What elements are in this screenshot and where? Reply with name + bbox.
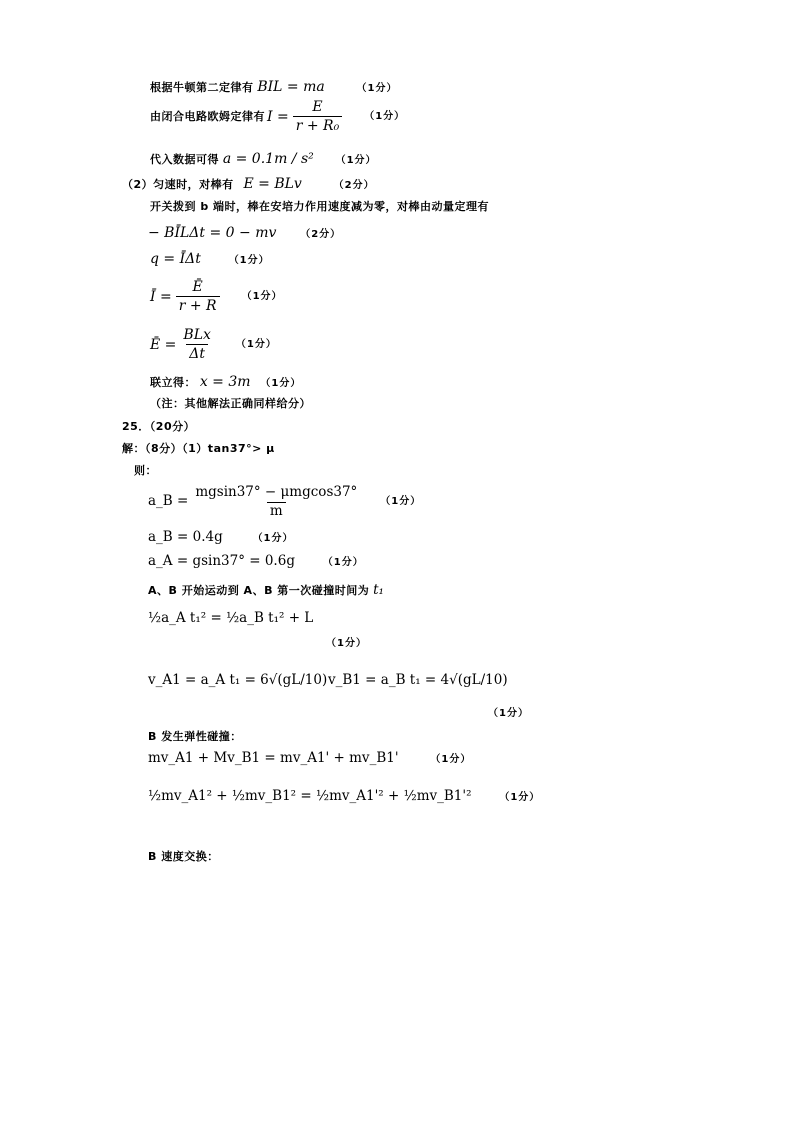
points: （1分） — [260, 378, 302, 389]
formula: mv_A1 + Mv_B1 = mv_A1' + mv_B1' — [148, 750, 399, 766]
points: （1分） — [499, 792, 541, 803]
numerator: E — [312, 99, 323, 115]
text: 开关拨到 b 端时，棒在安培力作用速度减为零，对棒由动量定理有 — [150, 200, 490, 213]
numerator: mgsin37° − μmgcos37° — [195, 484, 358, 500]
fraction — [192, 486, 360, 518]
numerator: Ē — [192, 279, 203, 295]
lhs: a_B = — [148, 493, 189, 510]
line-combined-result — [150, 375, 301, 389]
question-25-heading — [122, 420, 195, 432]
points: （1分） — [335, 155, 377, 166]
line-switch-description — [150, 200, 489, 212]
velocity-b: v_B1 = a_B t₁ = 4√(gL/10) — [328, 672, 508, 688]
line-momentum-conservation — [148, 752, 471, 766]
formula: a_A = gsin37° = 0.6g — [148, 553, 295, 569]
line-velocities-points — [488, 706, 529, 719]
formula: ½mv_A1² + ½mv_B1² = ½mv_A1'² + ½mv_B1'² — [148, 788, 472, 804]
points: （2分） — [300, 229, 342, 240]
formula: ½a_A t₁² = ½a_B t₁² + L — [148, 610, 314, 626]
points: （1分） — [326, 638, 367, 649]
line-then — [134, 464, 157, 476]
formula: a_B = 0.4g — [148, 529, 223, 545]
velocity-a: v_A1 = a_A t₁ = 6√(gL/10) — [148, 672, 328, 688]
points: （1分） — [364, 110, 406, 122]
line-uniform-speed — [122, 177, 375, 191]
line-acceleration-b — [148, 486, 421, 518]
line-substitute-data — [150, 152, 377, 166]
text: A、B 开始运动到 A、B 第一次碰撞时间为 — [148, 584, 370, 597]
text: 联立得： — [150, 376, 196, 389]
points: （1分） — [252, 533, 294, 544]
points: （1分） — [430, 754, 472, 765]
fraction — [180, 328, 213, 361]
points: （1分） — [228, 255, 270, 266]
points: （1分） — [322, 557, 364, 568]
points: （1分） — [488, 708, 529, 719]
line-aa-value — [148, 555, 364, 569]
line-displacement-points — [326, 636, 367, 649]
line-momentum-theorem — [148, 226, 341, 240]
line-first-collision-time — [148, 584, 384, 598]
line-note — [150, 397, 311, 409]
denominator: Δt — [186, 344, 208, 361]
line-solution-start — [122, 442, 275, 454]
line-newton-second-law — [150, 80, 398, 94]
fraction — [176, 280, 220, 313]
denominator: r + R₀ — [293, 116, 342, 133]
lhs: Ī = — [150, 288, 172, 305]
text: 根据牛顿第二定律有 — [150, 81, 254, 94]
line-ohm-law — [150, 100, 405, 133]
points: （1分） — [235, 338, 277, 350]
lhs: Ē = — [150, 336, 177, 353]
text: 则： — [134, 464, 157, 477]
points: （2分） — [333, 180, 375, 191]
line-average-emf — [150, 328, 277, 361]
text: B 发生弹性碰撞： — [148, 730, 242, 743]
formula: q = ĪΔt — [150, 251, 201, 267]
numerator: BLx — [183, 327, 211, 343]
points: （1分） — [380, 496, 422, 507]
points: （1分） — [241, 290, 283, 302]
line-average-current — [150, 280, 283, 313]
text: 25．（20分） — [122, 420, 196, 433]
line-energy-conservation — [148, 790, 540, 804]
text: 由闭合电路欧姆定律有 — [150, 110, 265, 123]
line-charge — [150, 252, 270, 266]
text: B 速度交换： — [148, 850, 219, 863]
line-velocities-before-collision — [148, 674, 327, 688]
text: （注：其他解法正确同样给分） — [150, 397, 311, 410]
formula: BIL = ma — [257, 79, 325, 95]
text: （2）匀速时，对棒有 — [122, 178, 234, 191]
formula: − BĪLΔt = 0 − mv — [148, 225, 277, 241]
text: 代入数据可得 — [150, 153, 219, 166]
line-elastic-collision — [148, 730, 242, 742]
time-variable: t₁ — [373, 582, 384, 598]
fraction — [293, 100, 342, 133]
denominator: m — [267, 502, 286, 519]
formula: x = 3m — [199, 374, 251, 390]
formula: E = BLv — [243, 176, 302, 192]
lhs: I = — [267, 108, 289, 125]
line-displacement-equation — [148, 612, 313, 626]
line-velocity-exchange — [148, 850, 219, 862]
denominator: r + R — [176, 296, 220, 313]
points: （1分） — [356, 83, 398, 94]
formula: a = 0.1m / s² — [222, 151, 314, 167]
line-ab-value — [148, 531, 294, 545]
line-velocity-b — [328, 674, 508, 688]
text: 解：（8分）（1）tan37°> μ — [122, 442, 275, 455]
